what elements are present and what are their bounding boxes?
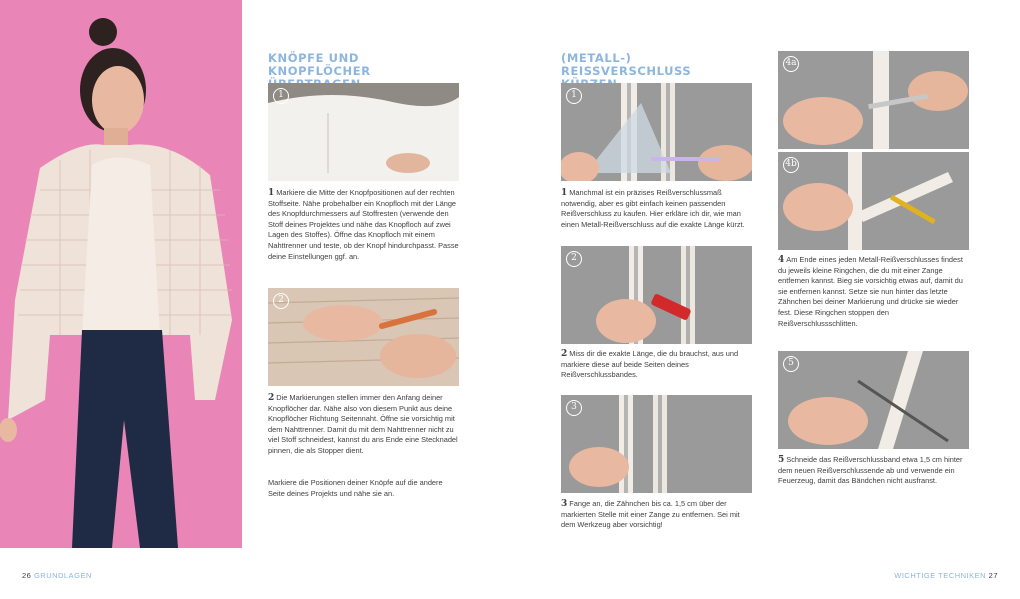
paper-pattern-image bbox=[268, 83, 459, 181]
section-name-right: WICHTIGE TECHNIKEN bbox=[894, 571, 987, 580]
zipper-teeth-image bbox=[561, 395, 752, 493]
zipper-marking-image bbox=[561, 246, 752, 344]
step-badge: 1 bbox=[273, 88, 289, 104]
model-illustration bbox=[0, 0, 242, 548]
step-photo-zipper-3 bbox=[561, 395, 752, 493]
step-number: 2 bbox=[268, 393, 275, 403]
step-badge: 2 bbox=[273, 293, 289, 309]
zipper-step-text-5 bbox=[778, 455, 969, 487]
page-number-right: 27 bbox=[988, 571, 998, 580]
step-description: Miss dir die exakte Länge, die du brauchst, aus und markiere diese auf beide Seiten deines Reißverschlussbandes. bbox=[561, 349, 739, 380]
section-heading-zipper: (METALL-) REISSVERSCHLUSS bbox=[561, 51, 692, 78]
step-text-1 bbox=[268, 188, 459, 262]
step-number: 5 bbox=[778, 455, 785, 465]
zipper-step-text-3 bbox=[561, 499, 752, 531]
step-number: 1 bbox=[268, 188, 275, 198]
step-description: Markiere die Mitte der Knopfpositionen auf der rechten Stoffseite. Nähe probehalber ein Knopfloch mit der Länge des Knopfdurchmessers auf Stoffresten (verwende den Stoff deines Projektes und nähe das Knopfloch auf zwei Lagen des Stoffes). Öffne das Knopfloch mit einem Nahttrenner und teste, ob der Knopf hindurchpasst. Passe deine Einstellungen ggf. an. bbox=[268, 188, 459, 261]
footer-right bbox=[894, 571, 998, 580]
step-number: 2 bbox=[561, 349, 568, 359]
step-photo-zipper-5 bbox=[778, 351, 969, 449]
step-photo-1-paper-pattern bbox=[268, 83, 459, 181]
zipper-step-text-2 bbox=[561, 349, 752, 381]
step-description: Schneide das Reißverschlussband etwa 1,5 cm hinter dem neuen Reißverschlussende ab und verwende ein Feuerzeug, damit das Bändchen nicht ausfranst. bbox=[778, 455, 963, 486]
step-description: Die Markierungen stellen immer den Anfang deiner Knopflöcher dar. Nähe also von diesem Punkt aus deine Knopflöcher Richtung Seitennaht. Öffne sie vorsichtig mit dem Nahttrenner. Damit du mit dem Nahttrenner nicht zu viel Stoff schneidest, kannst du ans Ende eine Stecknadel pinnen, die als Stopper dient. bbox=[268, 393, 458, 455]
zipper-step-text-1 bbox=[561, 188, 752, 230]
step-photo-zipper-2 bbox=[561, 246, 752, 344]
step-photo-zipper-4a bbox=[778, 51, 969, 149]
step-text-2 bbox=[268, 393, 459, 457]
section-heading-buttons: KNÖPFE UND KNOPFLÖCHER bbox=[268, 51, 371, 78]
step-photo-2-buttonholes bbox=[268, 288, 459, 386]
page-number-left: 26 bbox=[22, 571, 32, 580]
step-photo-zipper-1 bbox=[561, 83, 752, 181]
step-description: Am Ende eines jeden Metall-Reißverschlusses findest du jeweils kleine Ringchen, die du mit einer Zange entfernen kannst. Bieg sie vorsichtig etwas auf, damit du sie entfernen kannst. Setze sie nun hinter das letzte Zähnchen bei deiner Markierung und drücke sie wieder fest. Diese Ringchen stoppen den Reißverschlussschlitten. bbox=[778, 255, 963, 328]
model-photo bbox=[0, 0, 242, 548]
footer-left bbox=[22, 571, 92, 580]
zipper-measuring-image bbox=[561, 83, 752, 181]
section-name-left: GRUNDLAGEN bbox=[33, 571, 92, 580]
step-badge: 4a bbox=[783, 56, 799, 72]
step-badge: 4b bbox=[783, 157, 799, 173]
zipper-pliers-image bbox=[778, 152, 969, 250]
step-photo-zipper-4b bbox=[778, 152, 969, 250]
zipper-cutting-image bbox=[778, 351, 969, 449]
step-description: Fange an, die Zähnchen bis ca. 1,5 cm über der markierten Stelle mit einer Zange zu entfernen. Sei mit dem Werkzeug aber vorsichtig! bbox=[561, 499, 740, 530]
step-number: 4 bbox=[778, 255, 785, 265]
step-badge: 2 bbox=[566, 251, 582, 267]
step-description: Manchmal ist ein präzises Reißverschlussmaß notwendig, aber es gibt einfach keinen passenden Reißverschluss zu kaufen. Hier erkläre ich dir, wie man einen Metall-Reißverschluss auf die exakte Länge kürzt. bbox=[561, 188, 745, 229]
step-number: 1 bbox=[561, 188, 568, 198]
step-badge: 1 bbox=[566, 88, 582, 104]
zipper-step-text-4 bbox=[778, 255, 969, 329]
step-badge: 5 bbox=[783, 356, 799, 372]
buttonhole-image bbox=[268, 288, 459, 386]
step-badge: 3 bbox=[566, 400, 582, 416]
closing-text: Markiere die Positionen deiner Knöpfe auf die andere Seite deines Projekts und nähe sie an. bbox=[268, 478, 443, 498]
step-number: 3 bbox=[561, 499, 568, 509]
zipper-ring-image bbox=[778, 51, 969, 149]
